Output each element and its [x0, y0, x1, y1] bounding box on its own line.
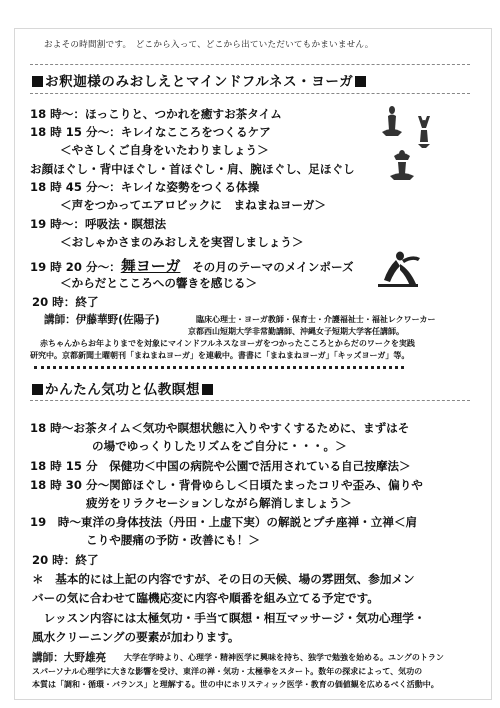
section-divider-dots [34, 366, 404, 369]
s2-note-1: ＊ 基本的には上記の内容ですが、その日の天候、場の雰囲気、参加メン [32, 572, 415, 586]
s1-line-1920-suffix: その月のテーマのメインポーズ [180, 260, 354, 274]
s1-line-1800: 18 時～：ほっこりと、つかれを癒すお茶タイム [30, 107, 282, 121]
s2-line-1900-b: こりや腰痛の予防・改善にも！＞ [86, 533, 260, 547]
s2-note-2: レッスン内容には太極気功・手当て瞑想・相互マッサージ・気功心理学・ [32, 611, 426, 625]
s1-line-1920-sub: ＜からだとこころへの響きを感じる＞ [60, 276, 258, 290]
s1-instructor-bio-2: 研究中。京都新聞土曜朝刊「まねまねヨーガ」を連載中。書書に「まねまねヨーガ」「キッズヨーガ」等。 [30, 351, 410, 360]
s1-line-1920 [30, 255, 354, 276]
section2-heading [30, 378, 215, 398]
s2-line-1800: 18 時～お茶タイム＜気功や瞑想状態に入りやすくするために、まずはそ [30, 421, 410, 435]
s1-line-1900-sub: ＜おしゃかさまのみおしえを実習しましょう＞ [60, 235, 304, 249]
s1-instructor-bio-1: 赤ちゃんからお年よりまでを対象にマインドフルネスなヨーガをつかったこころとからだのワークを実践 [40, 339, 415, 348]
s1-line-hogushi: お顔ほぐし・背中ほぐし・首ほぐし・肩、腕ほぐし、足ほぐし [30, 162, 355, 176]
s2-line-1830: 18 時 30 分～関節ほぐし・背骨ゆらし＜日頃たまったコリや歪み、偏りや [30, 478, 423, 492]
yoga-poses-illustration [372, 104, 442, 190]
s2-end: 20 時：終了 [32, 553, 99, 567]
section1-heading [30, 70, 368, 90]
s1-end: 20 時：終了 [32, 295, 99, 309]
s2-line-1800-b: の場でゆっくりしたリズムをご自分に・・・。＞ [92, 439, 347, 453]
mai-yoga-label: 舞ヨーガ [120, 257, 181, 275]
s2-line-1830-b: 疲労をリラクセーションしながら解消しましょう＞ [86, 496, 352, 510]
s1-instructor-roles: 臨床心理士・ヨーガ教師・保育士・介護福祉士・福祉レクワーカー [196, 315, 436, 324]
section2-rule [30, 400, 470, 401]
s2-line-1815: 18 時 15 分 保健功＜中国の病院や公園で活用されている自己按摩法＞ [30, 459, 411, 473]
s1-line-1900: 19 時～：呼吸法・瞑想法 [30, 217, 167, 231]
black-square-icon [32, 76, 43, 87]
section1-title: お釈迦様のみおしえとマインドフルネス・ヨーガ [45, 74, 354, 90]
s1-line-1920-prefix: 19 時 20 分～： [30, 260, 121, 274]
black-square-icon [355, 76, 366, 87]
s1-line-1845-sub: ＜声をつかってエアロビックに まねまねヨーガ＞ [60, 198, 326, 212]
s2-note-1b: バーの気に合わせて臨機応変に内容や順番を組み立てる予定です。 [32, 591, 379, 605]
s1-instructor-name: 講師：伊藤華野(佐陽子) [44, 314, 160, 326]
s2-instructor-name: 講師：大野雄亮 [32, 652, 107, 664]
s1-line-1815: 18 時 15 分～：キレイなこころをつくるケア [30, 125, 271, 139]
yoga-pose-illustration [372, 250, 424, 290]
s2-instructor-bio-1: 大学在学時より、心理学・精神医学に興味を持ち、独学で勉強を始める。ユングのトラン [124, 653, 444, 662]
s1-line-1815-sub: ＜やさしくご自身をいたわりましょう＞ [60, 143, 269, 157]
s2-line-1900: 19 時～東洋の身体技法（丹田・上虚下実）の解説とプチ座禅・立禅＜肩 [30, 515, 418, 529]
s2-instructor-bio-3: 本質は「調和・循環・バランス」と理解する。世の中にホリスティック医学・教育の価値観を広めるべく活動中。 [32, 680, 439, 689]
intro-text: およその時間割です。 どこから入って、どこから出ていただいてもかまいません。 [44, 40, 374, 50]
black-square-icon [202, 384, 213, 395]
section2-title: かんたん気功と仏教瞑想 [45, 382, 201, 398]
s2-instructor-bio-2: スパーソナル心理学に大きな影響を受け、東洋の禅・気功・太極拳をスタート。数年の探求によって、気功の [32, 667, 423, 676]
s1-line-1845: 18 時 45 分～：キレイな姿勢をつくる体操 [30, 180, 260, 194]
s1-instructor-affil: 京都西山短期大学非常勤講師、沖縄女子短期大学客任講師。 [188, 327, 404, 336]
section1-top-rule [30, 64, 470, 65]
s2-note-2b: 風水クリーニングの要素が加わります。 [32, 630, 240, 644]
section1-bottom-rule [30, 93, 470, 94]
black-square-icon [32, 384, 43, 395]
